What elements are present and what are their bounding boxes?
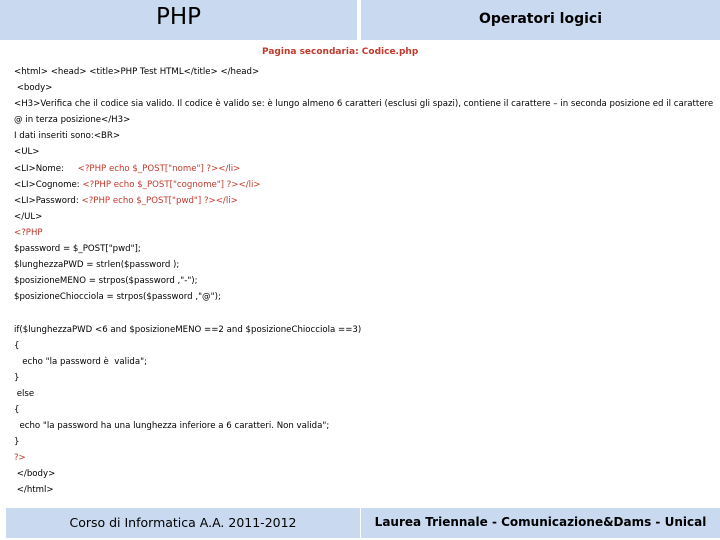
code-line: echo "la password è valida"; <box>14 356 147 367</box>
code-line: if($lunghezzaPWD <6 and $posizioneMENO ==2 and $posizioneChiocciola ==3) <box>14 324 362 335</box>
code-text: <LI>Password: <box>14 195 82 206</box>
code-line <box>14 177 714 193</box>
code-php-text: <?PHP echo $_POST["pwd"] ?></li> <box>81 195 238 206</box>
footer-degree: Laurea Triennale - Comunicazione&Dams - Unical <box>374 515 707 529</box>
code-line <box>14 193 714 209</box>
code-line: <UL> <box>14 147 40 158</box>
code-line: echo "la password ha una lunghezza inferiore a 6 caratteri. Non valida"; <box>14 421 330 432</box>
code-listing <box>14 64 714 499</box>
code-line: } <box>14 372 20 383</box>
code-line <box>14 305 714 321</box>
code-line: </body> <box>14 469 56 480</box>
code-line: $posizioneChiocciola = strpos($password ,"@"); <box>14 292 221 303</box>
code-line: <?PHP <box>14 227 43 238</box>
slide-subtitle: Operatori logici <box>479 11 602 27</box>
code-line: </UL> <box>14 211 43 222</box>
code-line: <H3>Verifica che il codice sia valido. Il codice è valido se: è lungo almeno 6 caratteri (esclusi gli spazi), contiene il carattere – in seconda posizione ed il carattere @ in terza posizione</H3> <box>14 99 716 126</box>
code-line: $password = $_POST["pwd"]; <box>14 244 141 255</box>
slide-title: PHP <box>155 4 202 30</box>
code-line: else <box>14 388 35 399</box>
code-line: } <box>14 437 20 448</box>
code-line: { <box>14 340 20 351</box>
code-text: <LI>Nome: <box>14 163 67 174</box>
code-line: { <box>14 404 20 415</box>
code-line: I dati inseriti sono:<BR> <box>14 131 121 142</box>
code-php-text: <?PHP echo $_POST["cognome"] ?></li> <box>82 179 261 190</box>
code-line: ?> <box>14 453 26 464</box>
code-line: $lunghezzaPWD = strlen($password ); <box>14 260 180 271</box>
code-php-text: <?PHP echo $_POST["nome"] ?></li> <box>77 163 241 174</box>
code-line: </html> <box>14 485 54 496</box>
code-line <box>14 161 714 177</box>
page-note: Pagina secondaria: Codice.php <box>262 47 419 57</box>
code-line: $posizioneMENO = strpos($password ,"-"); <box>14 276 198 287</box>
code-text: <LI>Cognome: <box>14 179 83 190</box>
code-line: <html> <head> <title>PHP Test HTML</title> </head> <box>14 67 260 77</box>
code-line: <body> <box>14 83 53 94</box>
footer-course: Corso di Informatica A.A. 2011-2012 <box>69 515 297 530</box>
